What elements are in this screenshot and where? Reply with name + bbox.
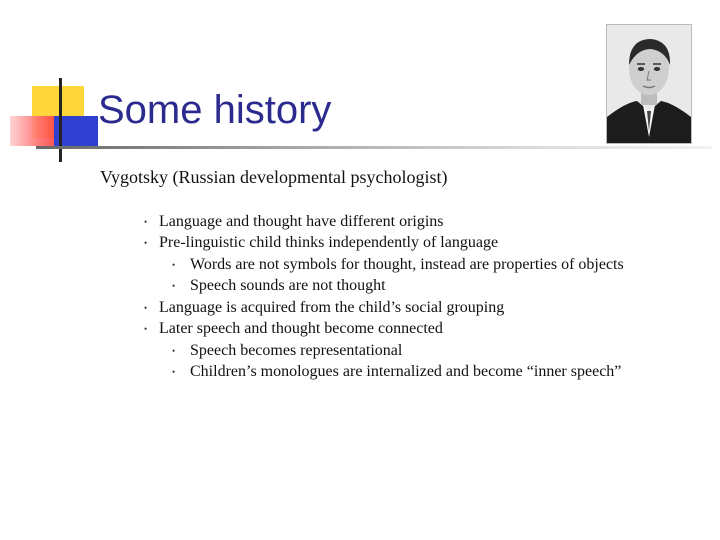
sub-bullet-dot-icon: • xyxy=(172,281,176,291)
bullet-dot-icon: • xyxy=(144,217,148,227)
sub-bullet-item: Words are not symbols for thought, instead are properties of objects xyxy=(190,256,624,273)
slide-title: Some history xyxy=(98,88,332,132)
bullet-item: Later speech and thought become connected xyxy=(159,320,443,337)
sub-bullet-item: Speech becomes representational xyxy=(190,342,403,359)
sub-bullet-dot-icon: • xyxy=(172,346,176,356)
sub-bullet-item: Speech sounds are not thought xyxy=(190,277,386,294)
bullet-dot-icon: • xyxy=(144,324,148,334)
bullet-dot-icon: • xyxy=(144,303,148,313)
bullet-dot-icon: • xyxy=(144,238,148,248)
slide-subtitle: Vygotsky (Russian developmental psychologist) xyxy=(100,167,448,187)
bullet-item: Language is acquired from the child’s social grouping xyxy=(159,299,505,316)
sub-bullet-item: Children’s monologues are internalized and become “inner speech” xyxy=(190,363,622,380)
decor-red-bar xyxy=(10,116,56,146)
sub-bullet-dot-icon: • xyxy=(172,367,176,377)
title-underline xyxy=(36,146,712,149)
decor-vertical-line xyxy=(59,78,62,162)
bullet-item: Pre-linguistic child thinks independently of language xyxy=(159,234,499,251)
bullet-item: Language and thought have different origins xyxy=(159,213,444,230)
portrait-icon xyxy=(607,25,691,143)
sub-bullet-dot-icon: • xyxy=(172,260,176,270)
portrait-photo xyxy=(606,24,692,144)
